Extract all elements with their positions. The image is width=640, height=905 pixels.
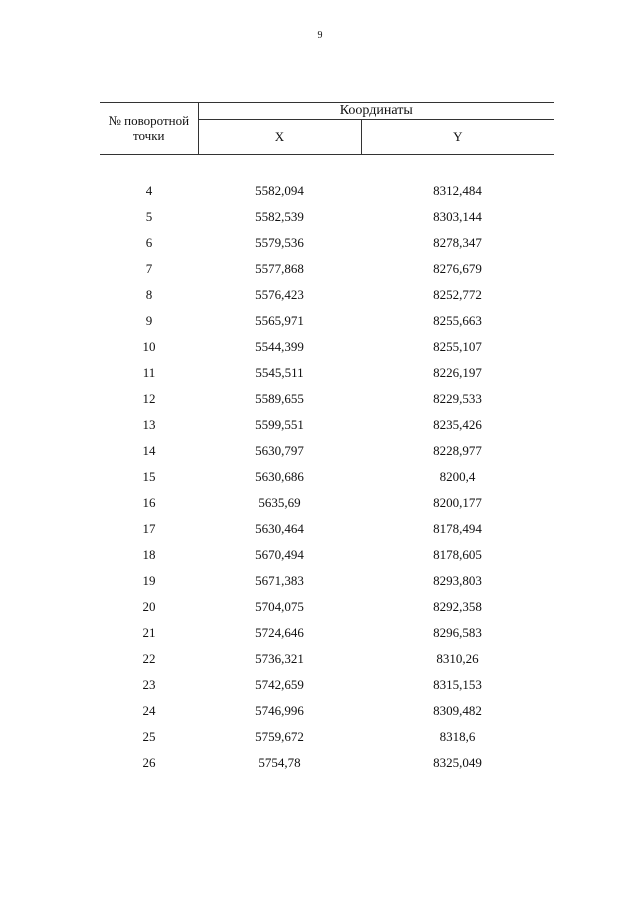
x-coordinate-cell: 5746,996 [255, 703, 304, 718]
point-number-cell: 14 [142, 443, 156, 458]
point-number-cell: 9 [145, 313, 153, 328]
point-number-cell: 23 [142, 677, 156, 692]
y-column-header: Y [361, 120, 554, 155]
y-coordinate-cell: 8309,482 [433, 703, 482, 718]
x-coordinate-cell: 5545,511 [255, 365, 304, 380]
page-number: 9 [317, 30, 323, 41]
y-coordinate-cell: 8310,26 [436, 651, 479, 666]
table-row [100, 386, 554, 412]
y-coordinate-cell: 8228,977 [433, 443, 482, 458]
x-coordinate-cell: 5565,971 [255, 313, 304, 328]
table-row [100, 308, 554, 334]
point-number-cell: 13 [142, 417, 156, 432]
point-number-cell: 18 [142, 547, 156, 562]
table-row [100, 230, 554, 256]
table-row [100, 438, 554, 464]
table-row [100, 178, 554, 204]
y-coordinate-cell: 8200,4 [439, 469, 476, 484]
table-row [100, 464, 554, 490]
table-row [100, 204, 554, 230]
table-row [100, 594, 554, 620]
table-row [100, 334, 554, 360]
table-row [100, 750, 554, 776]
table-row [100, 282, 554, 308]
y-coordinate-cell: 8178,494 [433, 521, 482, 536]
x-coordinate-cell: 5576,423 [255, 287, 304, 302]
point-number-cell: 16 [142, 495, 156, 510]
table-row [100, 490, 554, 516]
y-coordinate-cell: 8200,177 [433, 495, 482, 510]
x-coordinate-cell: 5670,494 [255, 547, 304, 562]
point-number-cell: 26 [142, 755, 156, 770]
y-coordinate-cell: 8296,583 [433, 625, 482, 640]
x-coordinate-cell: 5544,399 [255, 339, 304, 354]
table-row [100, 646, 554, 672]
point-number-cell: 21 [142, 625, 156, 640]
x-coordinate-cell: 5742,659 [255, 677, 304, 692]
table-row [100, 568, 554, 594]
y-coordinate-cell: 8315,153 [433, 677, 482, 692]
y-coordinate-cell: 8255,663 [433, 313, 482, 328]
x-coordinate-cell: 5630,797 [255, 443, 304, 458]
table-row [100, 542, 554, 568]
point-number-cell: 10 [142, 339, 156, 354]
y-coordinate-cell: 8255,107 [433, 339, 482, 354]
point-number-cell: 25 [142, 729, 156, 744]
point-number-cell: 22 [142, 651, 156, 666]
x-coordinate-cell: 5582,094 [255, 183, 304, 198]
point-number-cell: 4 [145, 183, 153, 198]
point-number-cell: 17 [142, 521, 156, 536]
x-column-header: X [198, 120, 361, 155]
y-coordinate-cell: 8178,605 [433, 547, 482, 562]
coordinates-table-body [100, 178, 554, 776]
y-coordinate-cell: 8276,679 [433, 261, 482, 276]
x-coordinate-cell: 5630,686 [255, 469, 304, 484]
table-row [100, 516, 554, 542]
point-number-cell: 5 [145, 209, 153, 224]
y-coordinate-cell: 8303,144 [433, 209, 482, 224]
x-coordinate-cell: 5704,075 [255, 599, 304, 614]
table-row [100, 256, 554, 282]
y-coordinate-cell: 8229,533 [433, 391, 482, 406]
x-coordinate-cell: 5630,464 [255, 521, 304, 536]
y-coordinate-cell: 8318,6 [439, 729, 476, 744]
table-row [100, 698, 554, 724]
point-number-cell: 6 [145, 235, 153, 250]
point-number-cell: 11 [142, 365, 156, 380]
x-coordinate-cell: 5635,69 [258, 495, 301, 510]
x-coordinate-cell: 5577,868 [255, 261, 304, 276]
point-number-cell: 7 [145, 261, 153, 276]
coordinates-table-header [100, 102, 554, 155]
y-coordinate-cell: 8292,358 [433, 599, 482, 614]
x-coordinate-cell: 5589,655 [255, 391, 304, 406]
x-coordinate-cell: 5754,78 [258, 755, 301, 770]
x-coordinate-cell: 5579,536 [255, 235, 304, 250]
y-coordinate-cell: 8278,347 [433, 235, 482, 250]
x-coordinate-cell: 5759,672 [255, 729, 304, 744]
point-number-header: № поворотной точки [100, 103, 198, 155]
y-coordinate-cell: 8235,426 [433, 417, 482, 432]
x-coordinate-cell: 5736,321 [255, 651, 304, 666]
point-number-cell: 15 [142, 469, 156, 484]
table-row [100, 620, 554, 646]
point-number-cell: 19 [142, 573, 156, 588]
point-number-cell: 20 [142, 599, 156, 614]
y-coordinate-cell: 8226,197 [433, 365, 482, 380]
x-coordinate-cell: 5724,646 [255, 625, 304, 640]
coordinates-rows [100, 178, 554, 776]
y-coordinate-cell: 8325,049 [433, 755, 482, 770]
coordinates-header: Координаты [198, 103, 554, 120]
table-row [100, 412, 554, 438]
point-number-cell: 8 [145, 287, 153, 302]
y-coordinate-cell: 8252,772 [433, 287, 482, 302]
point-number-cell: 24 [142, 703, 156, 718]
y-coordinate-cell: 8312,484 [433, 183, 482, 198]
x-coordinate-cell: 5599,551 [255, 417, 304, 432]
y-coordinate-cell: 8293,803 [433, 573, 482, 588]
table-row [100, 724, 554, 750]
point-number-cell: 12 [142, 391, 156, 406]
x-coordinate-cell: 5671,383 [255, 573, 304, 588]
table-row [100, 360, 554, 386]
x-coordinate-cell: 5582,539 [255, 209, 304, 224]
table-row [100, 672, 554, 698]
